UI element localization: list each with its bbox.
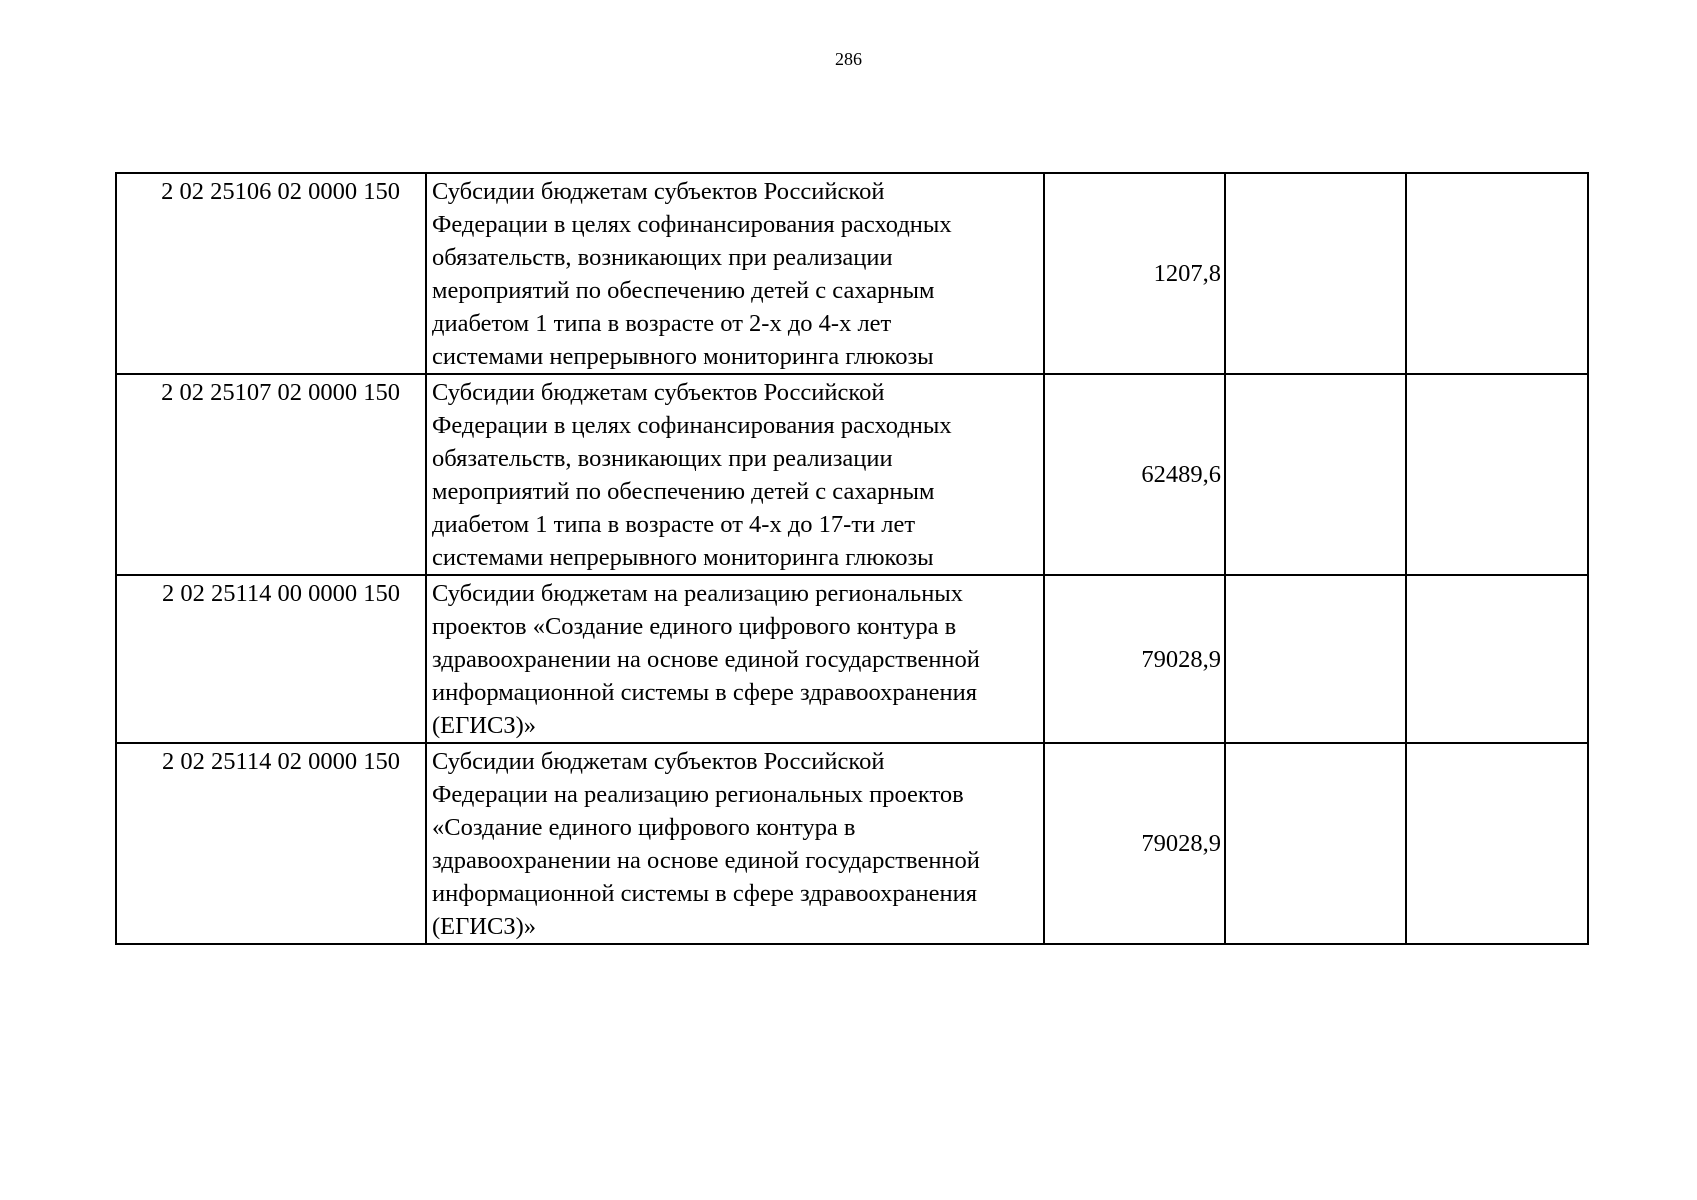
budget-revenue-table [115, 172, 1589, 945]
table-row [116, 575, 1588, 743]
description-cell [426, 743, 1044, 944]
description-line: проектов «Создание единого цифрового контура в [432, 613, 957, 640]
description-line: мероприятий по обеспечению детей с сахарным [432, 478, 935, 505]
description-line: Федерации на реализацию региональных проектов [432, 781, 964, 808]
budget-code-cell: 2 02 25107 02 0000 150 [116, 374, 426, 575]
amount-cell-3 [1406, 575, 1588, 743]
description-line: Субсидии бюджетам на реализацию региональных [432, 580, 964, 607]
amount-cell-2 [1225, 575, 1406, 743]
description-line: мероприятий по обеспечению детей с сахарным [432, 277, 935, 304]
description-line: обязательств, возникающих при реализации [432, 445, 893, 472]
budget-code-cell: 2 02 25114 00 0000 150 [116, 575, 426, 743]
description-cell [426, 173, 1044, 374]
amount-cell-3 [1406, 374, 1588, 575]
amount-cell-3 [1406, 173, 1588, 374]
description-cell [426, 575, 1044, 743]
description-line: (ЕГИСЗ)» [432, 913, 537, 940]
description-line: информационной системы в сфере здравоохранения [432, 880, 977, 907]
description-line: диабетом 1 типа в возрасте от 4-х до 17-ти лет [432, 511, 916, 538]
description-line: здравоохранении на основе единой государственной [432, 646, 980, 673]
description-line: системами непрерывного мониторинга глюкозы [432, 343, 934, 370]
budget-code-cell: 2 02 25106 02 0000 150 [116, 173, 426, 374]
description-line: информационной системы в сфере здравоохранения [432, 679, 977, 706]
amount-cell-3 [1406, 743, 1588, 944]
description-line: Федерации в целях софинансирования расходных [432, 412, 952, 439]
amount-cell: 79028,9 [1044, 575, 1225, 743]
description-line: системами непрерывного мониторинга глюкозы [432, 544, 934, 571]
amount-cell: 1207,8 [1044, 173, 1225, 374]
description-line: «Создание единого цифрового контура в [432, 814, 856, 841]
description-line: обязательств, возникающих при реализации [432, 244, 893, 271]
description-line: Субсидии бюджетам субъектов Российской [432, 748, 885, 775]
amount-cell: 62489,6 [1044, 374, 1225, 575]
table-row [116, 743, 1588, 944]
description-line: (ЕГИСЗ)» [432, 712, 537, 739]
description-line: Федерации в целях софинансирования расходных [432, 211, 952, 238]
description-line: Субсидии бюджетам субъектов Российской [432, 379, 885, 406]
amount-cell-2 [1225, 173, 1406, 374]
amount-cell-2 [1225, 743, 1406, 944]
table-row [116, 374, 1588, 575]
description-line: Субсидии бюджетам субъектов Российской [432, 178, 885, 205]
page-number: 286 [835, 49, 862, 69]
description-line: диабетом 1 типа в возрасте от 2-х до 4-х лет [432, 310, 892, 337]
amount-cell-2 [1225, 374, 1406, 575]
amount-cell: 79028,9 [1044, 743, 1225, 944]
description-cell [426, 374, 1044, 575]
budget-code-cell: 2 02 25114 02 0000 150 [116, 743, 426, 944]
description-line: здравоохранении на основе единой государственной [432, 847, 980, 874]
table-row [116, 173, 1588, 374]
